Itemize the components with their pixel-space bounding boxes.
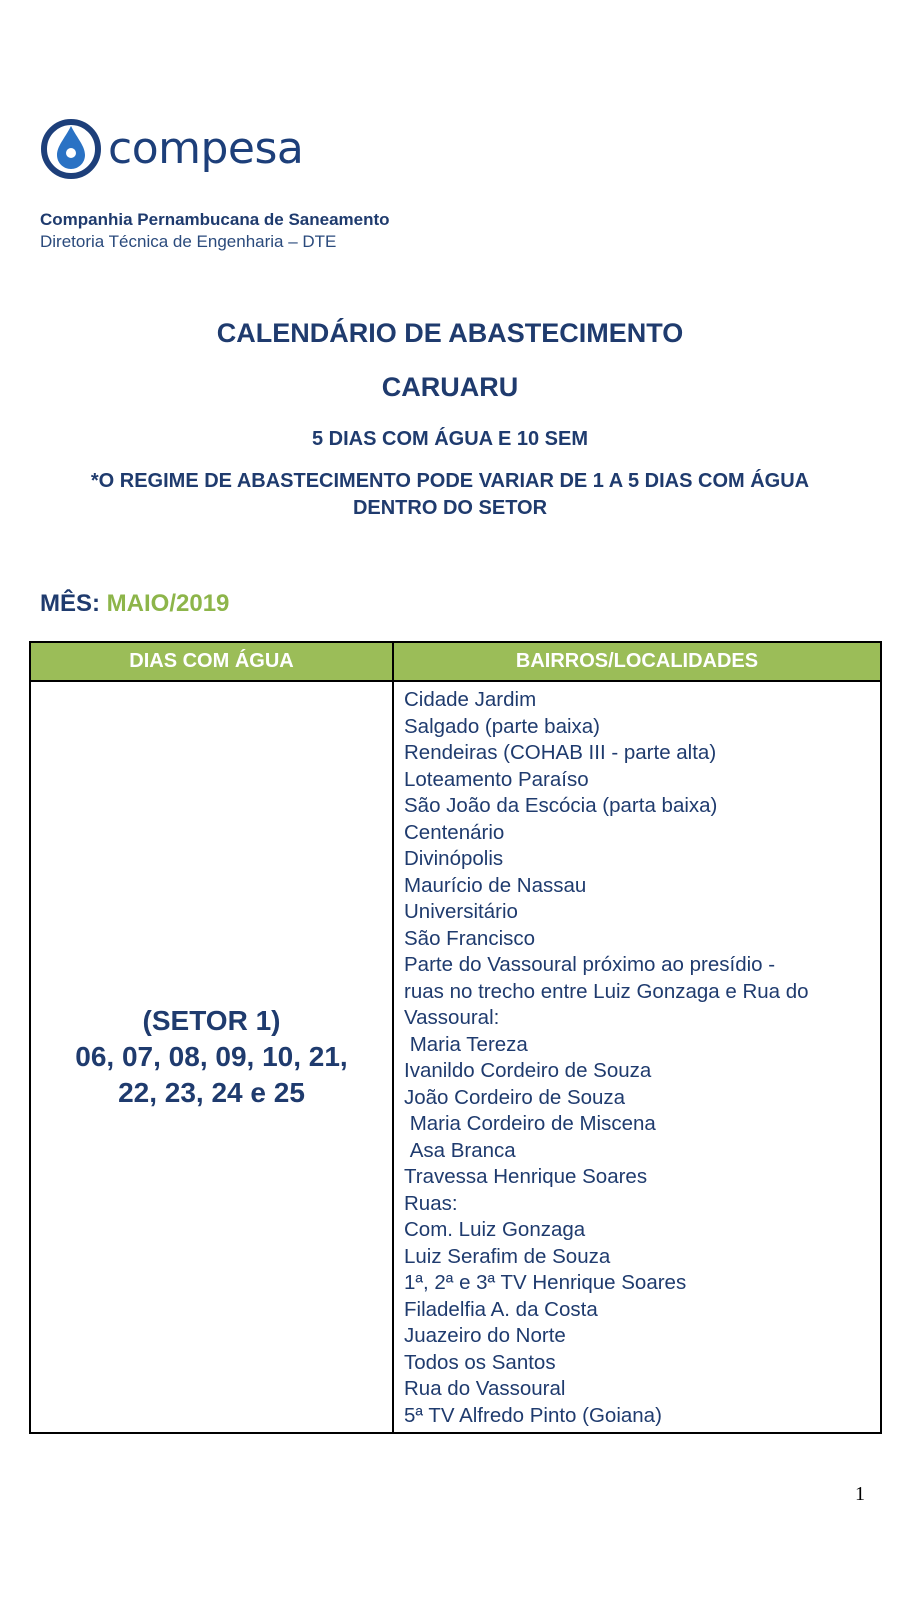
page-number: 1 xyxy=(855,1483,865,1505)
month-value: MAIO/2019 xyxy=(106,590,230,617)
list-item: Centenário xyxy=(404,820,505,844)
document-title: CALENDÁRIO DE ABASTECIMENTO xyxy=(216,318,684,348)
city-title: CARUARU xyxy=(381,372,519,402)
department-name: Diretoria Técnica de Engenharia – DTE xyxy=(40,232,337,251)
list-item: Luiz Serafim de Souza xyxy=(404,1244,611,1268)
list-item: Loteamento Paraíso xyxy=(404,767,589,791)
places-cell xyxy=(393,681,881,1433)
supply-regime: 5 DIAS COM ÁGUA E 10 SEM xyxy=(312,428,588,450)
list-item: Maria Cordeiro de Miscena xyxy=(404,1112,656,1135)
list-item: Rua do Vassoural xyxy=(404,1377,566,1400)
list-item: Com. Luiz Gonzaga xyxy=(404,1218,586,1241)
sector-name: (SETOR 1) xyxy=(142,1005,281,1036)
list-item: Maurício de Nassau xyxy=(404,873,587,897)
supply-calendar-table xyxy=(29,641,882,1434)
days-header: DIAS COM ÁGUA xyxy=(30,642,393,681)
list-item: ruas no trecho entre Luiz Gonzaga e Rua do xyxy=(404,979,809,1003)
company-header xyxy=(40,209,390,253)
list-item: Maria Tereza xyxy=(404,1032,528,1056)
list-item: São João da Escócia (parta baixa) xyxy=(404,794,718,817)
list-item: Travessa Henrique Soares xyxy=(404,1165,648,1188)
list-item: Salgado (parte baixa) xyxy=(404,714,601,738)
regime-note: *O REGIME DE ABASTECIMENTO PODE VARIAR DE 1 A 5 DIAS COM ÁGUA DENTRO DO SETOR xyxy=(90,470,810,519)
compesa-logo xyxy=(40,118,303,180)
list-item: 5ª TV Alfredo Pinto (Goiana) xyxy=(404,1403,662,1427)
sector-days-line-1: 06, 07, 08, 09, 10, 21, xyxy=(75,1041,348,1072)
month-label: MÊS: xyxy=(40,590,100,617)
sector-days-line-2: 22, 23, 24 e 25 xyxy=(118,1077,305,1108)
places-list xyxy=(394,682,880,1432)
water-drop-logo-icon xyxy=(40,118,102,180)
list-item: Ruas: xyxy=(404,1191,458,1215)
places-header: BAIRROS/LOCALIDADES xyxy=(393,642,881,681)
sector-days-cell xyxy=(30,681,393,1433)
list-item: Rendeiras (COHAB III - parte alta) xyxy=(404,741,717,764)
table-header-row xyxy=(30,642,881,681)
list-item: Ivanildo Cordeiro de Souza xyxy=(404,1059,652,1082)
logo-wordmark: compesa xyxy=(108,123,304,174)
list-item: Filadelfia A. da Costa xyxy=(404,1297,598,1321)
list-item: 1ª, 2ª e 3ª TV Henrique Soares xyxy=(404,1271,687,1294)
list-item: Juazeiro do Norte xyxy=(404,1324,566,1347)
list-item: Divinópolis xyxy=(404,847,504,870)
list-item: Todos os Santos xyxy=(404,1350,556,1374)
company-name: Companhia Pernambucana de Saneamento xyxy=(40,210,390,229)
list-item: Universitário xyxy=(404,900,518,923)
list-item: João Cordeiro de Souza xyxy=(404,1085,626,1109)
list-item: Vassoural: xyxy=(404,1006,500,1029)
table-row xyxy=(30,681,881,1433)
month-line xyxy=(40,590,229,618)
list-item: Asa Branca xyxy=(404,1138,516,1162)
list-item: São Francisco xyxy=(404,926,536,950)
list-item: Cidade Jardim xyxy=(404,688,537,711)
list-item: Parte do Vassoural próximo ao presídio - xyxy=(404,953,776,976)
